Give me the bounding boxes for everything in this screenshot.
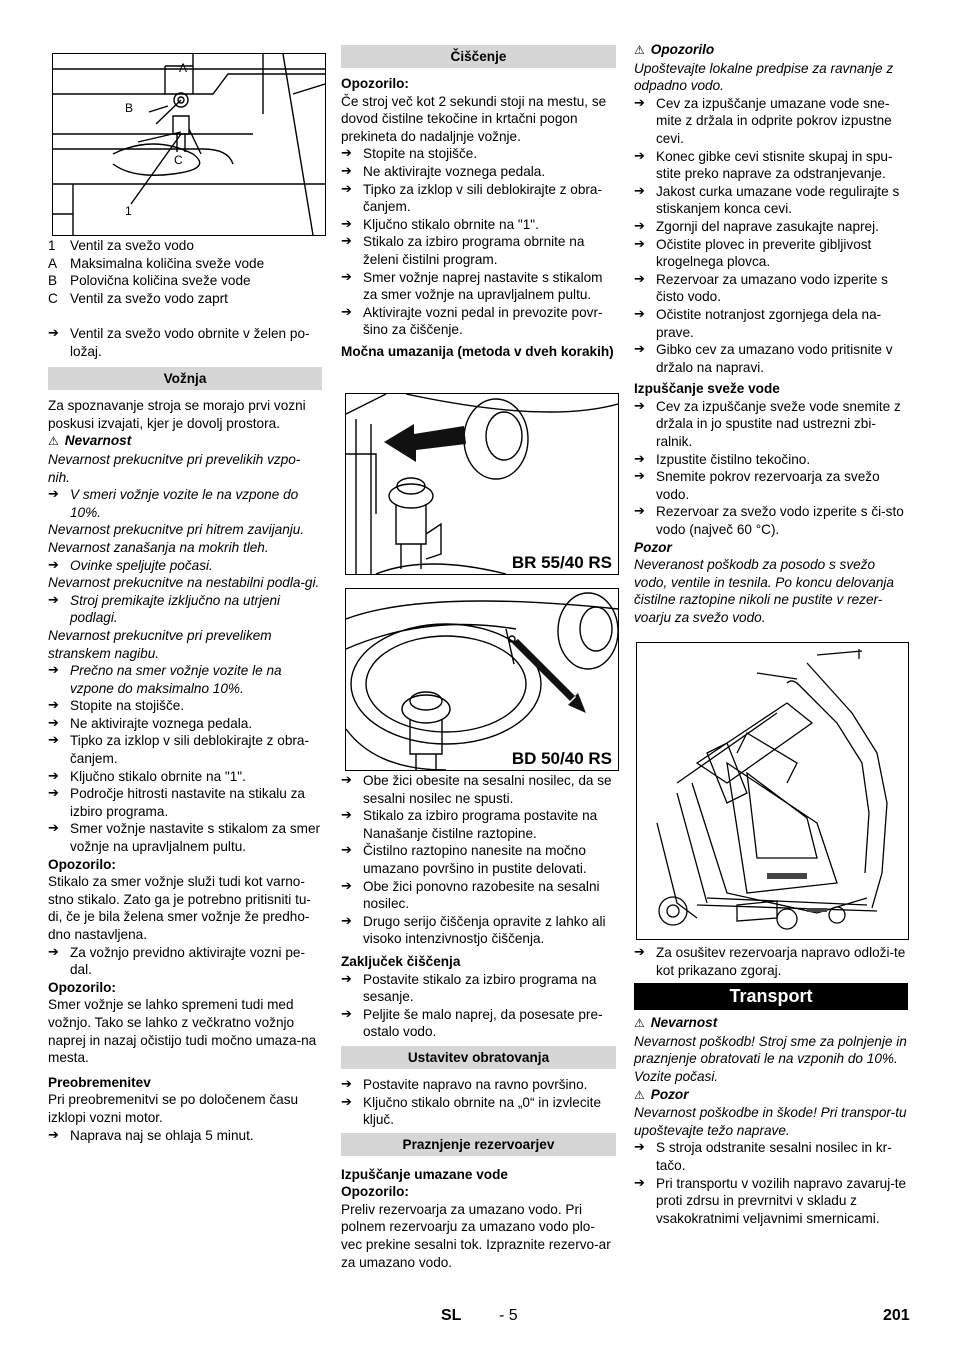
machine-tilt-figure	[636, 642, 909, 940]
figure-br5540	[345, 393, 619, 575]
section-heading-voznja: Vožnja	[48, 367, 322, 390]
paragraph: Za spoznavanje stroja se morajo prvi vozni poskusi izvajati, kjer je dovolj prostora.	[48, 398, 306, 431]
legend-row	[48, 255, 322, 273]
step-item: ➔ Naprava naj se ohlaja 5 minut.	[48, 1127, 322, 1145]
step-item: ➔ S stroja odstranite sesalni nosilec in kr-tačo.	[634, 1139, 908, 1174]
warning-triangle-icon: ⚠	[48, 434, 59, 449]
step-item: ➔ Zgornji del naprave zasukajte naprej.	[634, 218, 908, 236]
subheading-preobremenitev: Preobremenitev	[48, 1074, 151, 1090]
step-item: ➔ Ključno stikalo obrnite na „0“ in izvlecite ključ.	[341, 1094, 616, 1129]
section-heading-transport: Transport	[634, 983, 908, 1010]
label-1: 1	[125, 204, 132, 218]
legend-text: Ventil za svežo vodo	[70, 238, 194, 253]
brush-head-illustration	[346, 394, 618, 574]
step-item: ➔ Stopite na stojišče.	[48, 697, 322, 715]
step-item: ➔ Izpustite čistilno tekočino.	[634, 451, 908, 469]
danger-text: Nevarnost prekucnitve na nestabilni podla-gi.	[48, 575, 320, 591]
danger-text: Nevarnost poškodb! Stroj sme za polnjenje in praznjenje obratovati le na vzponih do 10%. Vozite počasi.	[634, 1033, 907, 1084]
step-item: ➔ Prečno na smer vožnje vozite le na vzpone do maksimalno 10%.	[48, 662, 322, 697]
step-item: ➔ Očistite plovec in preverite gibljivost krogelnega plovca.	[634, 236, 908, 271]
step-item: ➔ Ventil za svežo vodo obrnite v želen po-ložaj.	[48, 325, 322, 360]
step-item: ➔ Rezervoar za umazano vodo izperite s čisto vodo.	[634, 271, 908, 306]
footer-language: SL	[441, 1307, 462, 1324]
caution-text: Nevarnost poškodbe in škode! Pri transpor-tu upoštevajte težo naprave.	[634, 1105, 907, 1138]
legend-text: Maksimalna količina sveže vode	[70, 255, 265, 271]
legend-row	[48, 237, 322, 255]
legend-text: Ventil za svežo vodo zaprt	[70, 290, 228, 306]
step-item: ➔ Za vožnjo previdno aktivirajte vozni pe-dal.	[48, 944, 322, 979]
step-item: ➔ Očistite notranjost zgornjega dela na-prave.	[634, 306, 908, 341]
step-item: ➔ Postavite stikalo za izbiro programa na sesanje.	[341, 971, 616, 1006]
section-heading-ciscenje: Čiščenje	[341, 45, 616, 68]
step-item: ➔ Gibko cev za umazano vodo pritisnite v držalo na napravi.	[634, 341, 908, 376]
col2-top	[341, 45, 616, 361]
step-item: ➔ Rezervoar za svežo vodo izperite s či-sto vodo (največ 60 °C).	[634, 503, 908, 538]
legend-key: B	[48, 273, 58, 289]
step-item: ➔ Tipko za izklop v sili deblokirajte z obra-čanjem.	[341, 181, 616, 216]
step-item: ➔ Smer vožnje nastavite s stikalom za smer vožnje na upravljalnem pultu.	[48, 820, 322, 855]
step-item: ➔ Obe žici ponovno razobesite na sesalni nosilec.	[341, 878, 616, 913]
label-c: C	[174, 153, 183, 167]
legend-row	[48, 272, 322, 290]
caution-text: Neveranost poškodb za posodo s svežo vodo, ventile in tesnila. Po koncu delovanja čistilne raztopine nikoli ne pustite v rezer-voarju za svežo vodo.	[634, 557, 894, 625]
col2-bottom	[341, 772, 616, 1271]
col1-body	[48, 325, 322, 1144]
figure-label: BR 55/40 RS	[511, 553, 612, 572]
step-item: ➔ Stroj premikajte izključno na utrjeni podlagi.	[48, 592, 322, 627]
note-label: Opozorilo:	[341, 76, 409, 91]
warning-triangle-icon: ⚠	[634, 43, 645, 57]
col3-bottom	[634, 944, 908, 1227]
step-item: ➔ Tipko za izklop v sili deblokirajte z obra-čanjem.	[48, 732, 322, 767]
paragraph: Stikalo za smer vožnje služi tudi kot varno-stno stikalo. Zato ga je potrebno pritisniti tu-di, če je bila želena smer vožnje že predho-dno nastavljena.	[48, 874, 311, 942]
danger-text: Nevarnost prekucnitve pri prevelikih vzpo-nih.	[48, 451, 301, 485]
legend-text: Polovična količina sveže vode	[70, 273, 251, 289]
note-label: Opozorilo:	[48, 979, 116, 995]
figure-label: BD 50/40 RS	[511, 749, 612, 768]
caution-label: ⚠ Pozor	[634, 1086, 689, 1102]
step-item: ➔ Jakost curka umazane vode regulirajte s stiskanjem konca cevi.	[634, 183, 908, 218]
step-item: ➔ Stopite na stojišče.	[341, 145, 616, 163]
valve-figure	[52, 53, 326, 236]
warning-triangle-icon: ⚠	[634, 1087, 645, 1102]
step-item: ➔ Snemite pokrov rezervoarja za svežo vodo.	[634, 468, 908, 503]
step-item: ➔ Čistilno raztopino nanesite na močno umazano površino in pustite delovati.	[341, 842, 616, 877]
step-item: ➔ Stikalo za izbiro programa postavite na Nanašanje čistilne raztopine.	[341, 807, 616, 842]
paragraph: Smer vožnje se lahko spremeni tudi med vožnjo. Tako se lahko z večkratno vožnjo naprej in nazaj očistijo tudi močno umaza-na mesta.	[48, 997, 317, 1066]
machine-illustration	[637, 643, 908, 939]
label-b: B	[125, 101, 134, 115]
note-label: Opozorilo:	[341, 1184, 409, 1200]
footer-page-sub: - 5	[499, 1307, 518, 1324]
figure-bd5040	[345, 588, 619, 771]
legend-row	[48, 290, 322, 308]
step-item: ➔ Ne aktivirajte voznega pedala.	[48, 715, 322, 733]
step-item: ➔ Postavite napravo na ravno površino.	[341, 1076, 616, 1094]
step-item: ➔ Ne aktivirajte voznega pedala.	[341, 163, 616, 181]
step-item: ➔ Ključno stikalo obrnite na "1".	[48, 768, 322, 786]
step-item: ➔ Obe žici obesite na sesalni nosilec, da se sesalni nosilec ne spusti.	[341, 772, 616, 807]
step-item: ➔ Peljite še malo naprej, da posesate pre-ostalo vodo.	[341, 1006, 616, 1041]
step-item: ➔ Drugo serijo čiščenja opravite z lahko ali visoko intenzivnostjo čiščenja.	[341, 913, 616, 948]
subheading-svezе-vode: Izpuščanje sveže vode	[634, 381, 780, 397]
warning-label: ⚠ Opozorilo	[634, 42, 715, 57]
paragraph: Če stroj več kot 2 sekundi stoji na mestu, se dovod čistilne tekočine in krtačni pogon prekineta do nadaljnje vožnje.	[341, 93, 607, 144]
step-item: ➔ Za osušitev rezervoarja napravo odloži-te kot prikazano zgoraj.	[634, 944, 908, 979]
subheading-heavy-soiling: Močna umazanija (metoda v dveh korakih)	[341, 343, 614, 359]
step-item: ➔ Aktivirajte vozni pedal in prevozite povr-šino za čiščenje.	[341, 304, 616, 339]
warning-text: Upoštevajte lokalne predpise za ravnanje z odpadno vodo.	[634, 60, 894, 94]
caution-label: Pozor	[634, 539, 672, 555]
step-item: ➔ Področje hitrosti nastavite na stikalu za izbiro programa.	[48, 785, 322, 820]
step-item: ➔ Konec gibke cevi stisnite skupaj in spu-stite preko naprave za odstranjevanje.	[634, 148, 908, 183]
paragraph: Preliv rezervoarja za umazano vodo. Pri polnem rezervoarju za umazano vodo plo-vec prekine sesalni tok. Izpraznite rezervo-ar za umazano vodo.	[341, 1201, 611, 1270]
danger-text: Nevarnost prekucnitve pri prevelikem stranskem nagibu.	[48, 627, 272, 661]
note-label: Opozorilo:	[48, 856, 116, 872]
paragraph: Pri preobremenitvi se po določenem času izklopi vozni motor.	[48, 1092, 299, 1125]
danger-text: Nevarnost prekucnitve pri hitrem zavijanju. Nevarnost zanašanja na mokrih tleh.	[48, 522, 305, 555]
section-heading-ustavitev: Ustavitev obratovanja	[341, 1046, 616, 1069]
step-item: ➔ Pri transportu v vozilih napravo zavaruj-te proti zdrsu in prevrnitvi v skladu z vsakokratnimi veljavnimi smernicami.	[634, 1175, 908, 1228]
step-item: ➔ Ključno stikalo obrnite na "1".	[341, 216, 616, 234]
legend-key: A	[48, 255, 58, 271]
valve-illustration	[53, 54, 325, 235]
danger-label: ⚠ Nevarnost	[634, 1015, 718, 1031]
label-a: A	[179, 61, 188, 75]
step-item: ➔ Cev za izpuščanje sveže vode snemite z držala in jo spustite nad ustrezni zbi-ralnik.	[634, 398, 908, 451]
step-item: ➔ Ovinke speljujte počasi.	[48, 557, 322, 575]
footer-page-number: 201	[883, 1307, 910, 1324]
subheading-zakljucek: Zaključek čiščenja	[341, 953, 461, 969]
col3-top	[634, 41, 908, 627]
disc-head-illustration	[346, 589, 618, 770]
legend-key: 1	[48, 238, 56, 253]
step-item: ➔ Smer vožnje naprej nastavite s stikalom za smer vožnje na upravljalnem pultu.	[341, 269, 616, 304]
step-item: ➔ V smeri vožnje vozite le na vzpone do 10%.	[48, 486, 322, 521]
step-item: ➔ Cev za izpuščanje umazane vode sne-mite z držala in odprite pokrov izpustne cevi.	[634, 95, 908, 148]
step-item: ➔ Stikalo za izbiro programa obrnite na želeni čistilni program.	[341, 233, 616, 268]
section-heading-praznjenje: Praznjenje rezervoarjev	[341, 1133, 616, 1156]
valve-legend	[48, 237, 322, 307]
warning-triangle-icon: ⚠	[634, 1016, 645, 1031]
legend-key: C	[48, 290, 58, 306]
danger-label: ⚠ Nevarnost	[48, 433, 132, 449]
subheading-umazane-vode: Izpuščanje umazane vode	[341, 1166, 508, 1182]
